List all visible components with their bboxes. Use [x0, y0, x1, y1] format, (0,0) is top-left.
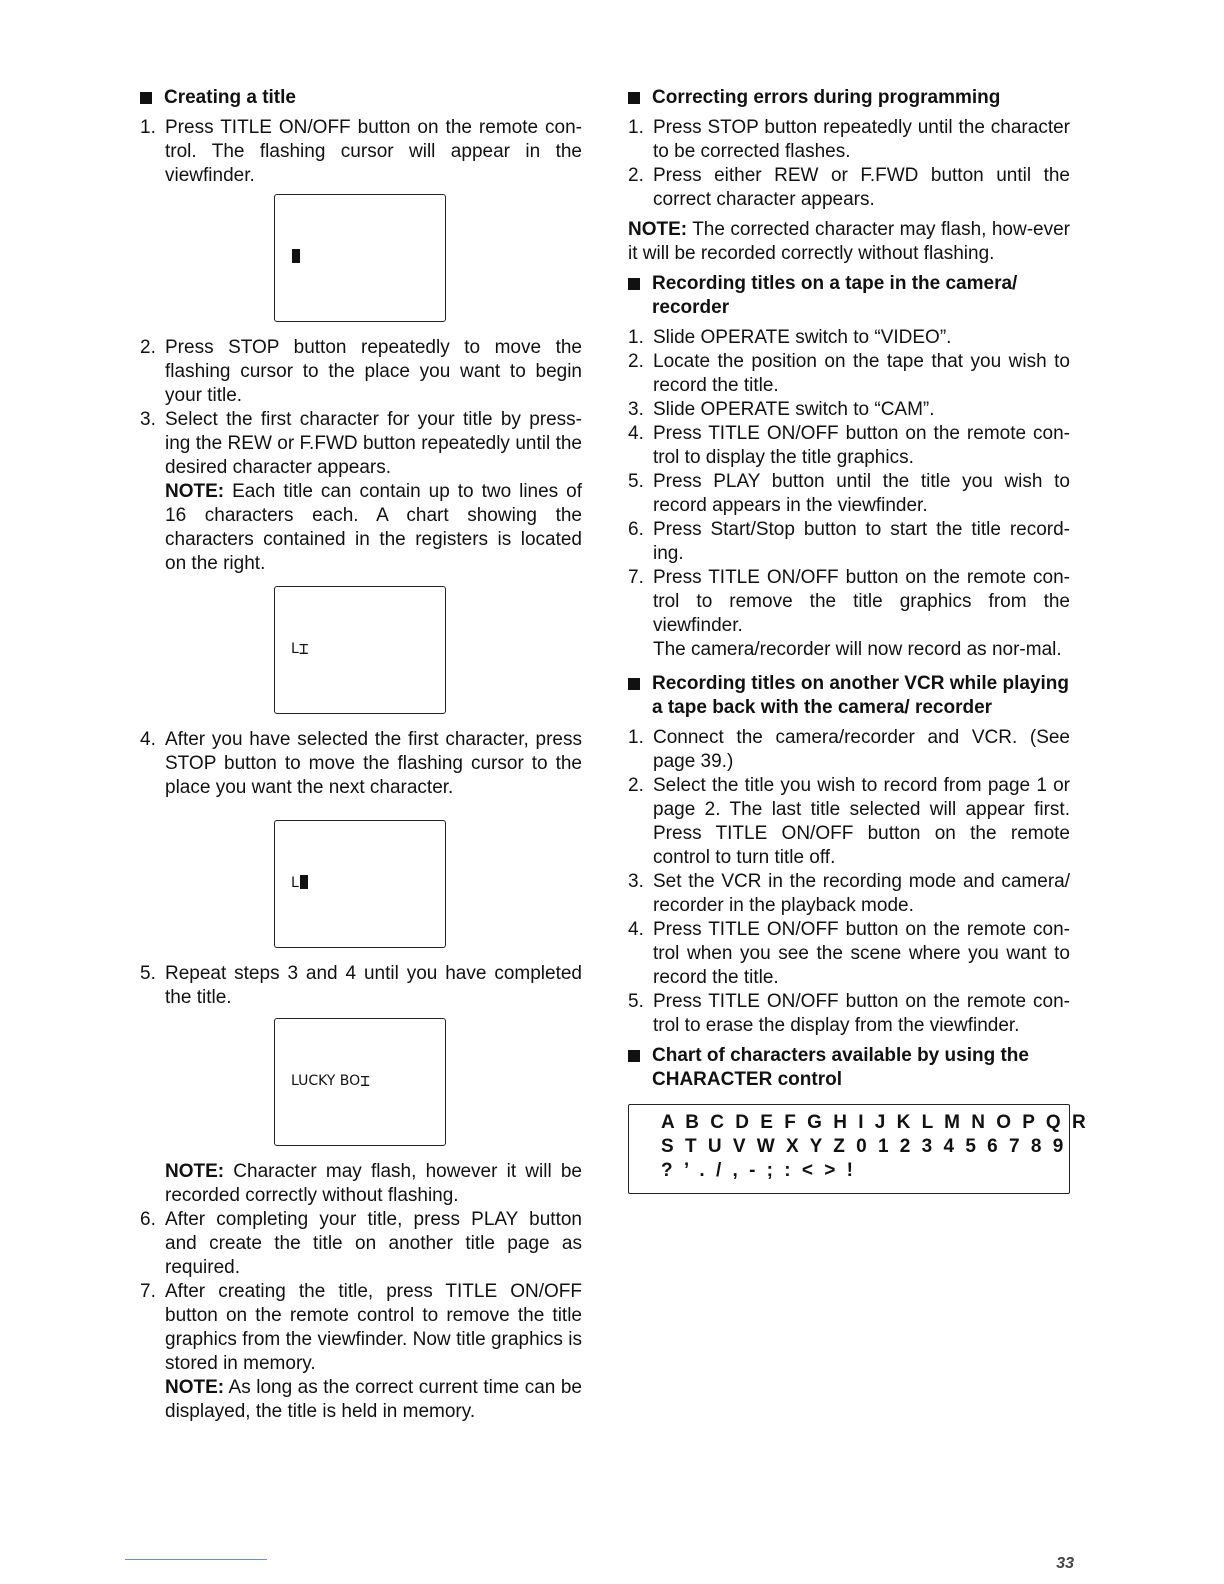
- step-text: Press TITLE ON/OFF button on the remote con-trol to erase the display from the viewfinder.: [653, 991, 1070, 1036]
- viewfinder-text: LUCKY BO: [291, 1073, 361, 1089]
- heading-correcting-errors: Correcting errors during programming: [628, 86, 1070, 110]
- list-item: [628, 326, 1070, 350]
- step-number: 5.: [628, 991, 644, 1012]
- list-item: [628, 350, 1070, 398]
- viewfinder-illustration-4: [274, 1018, 446, 1146]
- note-step-5: NOTE: Character may flash, however it will be recorded correctly without flashing.: [165, 1161, 582, 1206]
- step-1: 1. Press TITLE ON/OFF button on the remote con-trol. The flashing cursor will appear in the viewfinder.: [140, 117, 582, 186]
- step-text: Press Start/Stop button to start the title record-ing.: [653, 519, 1070, 564]
- step-7: 7. After creating the title, press TITLE ON/OFF button on the remote control to remove the title graphics from the viewfinder. Now title graphics is stored in memory. NOTE: As long as the correct current time can be displayed, the title is held in memory.: [140, 1281, 582, 1422]
- note-step-3: NOTE: Each title can contain up to two lines of 16 characters each. A chart showing the characters contained in the registers is located on the right.: [165, 481, 582, 574]
- step-number: 1.: [628, 327, 644, 348]
- step-4: 4. After you have selected the first character, press STOP button to move the flashing cursor to the place you want the next character.: [140, 729, 582, 798]
- list-item: [628, 422, 1070, 470]
- step-text: Connect the camera/recorder and VCR. (See page 39.): [653, 727, 1070, 772]
- list-item: [628, 164, 1070, 212]
- list-item: [628, 726, 1070, 774]
- step-text: Press either REW or F.FWD button until the correct character appears.: [653, 165, 1070, 210]
- step-text: Press STOP button repeatedly until the character to be corrected flashes.: [653, 117, 1070, 162]
- step-number: 4.: [628, 423, 644, 444]
- step-number: 1.: [628, 727, 644, 748]
- flashing-cursor-icon: [292, 249, 300, 263]
- step-text: Set the VCR in the recording mode and camera/ recorder in the playback mode.: [653, 871, 1070, 916]
- list-item: [628, 470, 1070, 518]
- page-number: 33: [1056, 1555, 1074, 1572]
- step-number: 3.: [628, 871, 644, 892]
- character-chart: [628, 1104, 1089, 1194]
- step-text: Press TITLE ON/OFF button on the remote con-trol to display the title graphics.: [653, 423, 1070, 468]
- heading-creating-title: Creating a title: [140, 86, 582, 110]
- viewfinder-illustration-1: [274, 194, 446, 322]
- list-item: [628, 566, 1070, 638]
- list-item: [628, 990, 1070, 1038]
- chart-row: A B C D E F G H I J K L M N O P Q R: [661, 1112, 1089, 1133]
- recording-camera-steps-list: [628, 326, 1070, 638]
- step-6: 6. After completing your title, press PLAY button and create the title on another title page as required.: [140, 1209, 582, 1278]
- right-column: [628, 86, 1089, 1194]
- note-correcting: NOTE: The corrected character may flash, how-ever it will be recorded correctly without flashing.: [628, 219, 1070, 264]
- list-item: [628, 774, 1070, 870]
- flashing-cursor-icon: ⌶: [360, 1071, 370, 1090]
- bullet-square-icon: [628, 278, 640, 290]
- step-number: 6.: [628, 519, 644, 540]
- step-text: Locate the position on the tape that you wish to record the title.: [653, 351, 1070, 396]
- heading-character-chart: Chart of characters available by using the CHARACTER control: [628, 1044, 1070, 1092]
- chart-row: S T U V W X Y Z 0 1 2 3 4 5 6 7 8 9: [661, 1136, 1067, 1157]
- footer-rule: [125, 1559, 267, 1560]
- viewfinder-text: L: [291, 641, 299, 657]
- list-item: [628, 398, 1070, 422]
- viewfinder-text: L: [291, 875, 299, 891]
- heading-recording-on-vcr: Recording titles on another VCR while playing a tape back with the camera/ recorder: [628, 672, 1070, 720]
- step-text: Slide OPERATE switch to “VIDEO”.: [653, 327, 952, 348]
- step-number: 5.: [628, 471, 644, 492]
- note-step-7: NOTE: As long as the correct current time can be displayed, the title is held in memory.: [165, 1377, 582, 1422]
- bullet-square-icon: [628, 678, 640, 690]
- step-text: Slide OPERATE switch to “CAM”.: [653, 399, 935, 420]
- step-number: 1.: [628, 117, 644, 138]
- flashing-cursor-icon: ⌶: [298, 639, 309, 658]
- viewfinder-illustration-2: [274, 586, 446, 714]
- recording-camera-after-text: The camera/recorder will now record as nor-mal.: [653, 639, 1062, 660]
- step-text: Press TITLE ON/OFF button on the remote con-trol to remove the title graphics from the viewfinder.: [653, 567, 1070, 636]
- bullet-square-icon: [628, 1050, 640, 1062]
- flashing-cursor-icon: [300, 875, 308, 889]
- list-item: [628, 918, 1070, 990]
- recording-vcr-steps-list: [628, 726, 1070, 1038]
- step-number: 3.: [628, 399, 644, 420]
- step-text: Select the title you wish to record from page 1 or page 2. The last title selected will appear first. Press TITLE ON/OFF button on the remote control to turn title off.: [653, 775, 1070, 868]
- step-number: 2.: [628, 165, 644, 186]
- step-text: Press PLAY button until the title you wish to record appears in the viewfinder.: [653, 471, 1070, 516]
- step-number: 4.: [628, 919, 644, 940]
- chart-row: ? ’ . / , - ; : < > !: [661, 1160, 856, 1181]
- correcting-steps-list: [628, 116, 1070, 212]
- step-text: Press TITLE ON/OFF button on the remote con-trol when you see the scene where you want to record the title.: [653, 919, 1070, 988]
- step-3: 3. Select the first character for your title by press-ing the REW or F.FWD button repeatedly until the desired character appears. NOTE: Each title can contain up to two lines of 16 characters each. A chart showing the characters contained in the registers is located on the right.: [140, 409, 582, 574]
- viewfinder-illustration-3: [274, 820, 446, 948]
- list-item: [628, 870, 1070, 918]
- list-item: [628, 116, 1070, 164]
- left-column: [140, 86, 582, 1424]
- step-5: 5. Repeat steps 3 and 4 until you have completed the title.: [140, 963, 582, 1008]
- bullet-square-icon: [628, 92, 640, 104]
- list-item: [628, 518, 1070, 566]
- step-number: 2.: [628, 775, 644, 796]
- step-number: 7.: [628, 567, 644, 588]
- heading-recording-on-camera: Recording titles on a tape in the camera/ recorder: [628, 272, 1070, 320]
- step-2: 2. Press STOP button repeatedly to move the flashing cursor to the place you want to begin your title.: [140, 337, 582, 406]
- bullet-square-icon: [140, 92, 152, 104]
- step-number: 2.: [628, 351, 644, 372]
